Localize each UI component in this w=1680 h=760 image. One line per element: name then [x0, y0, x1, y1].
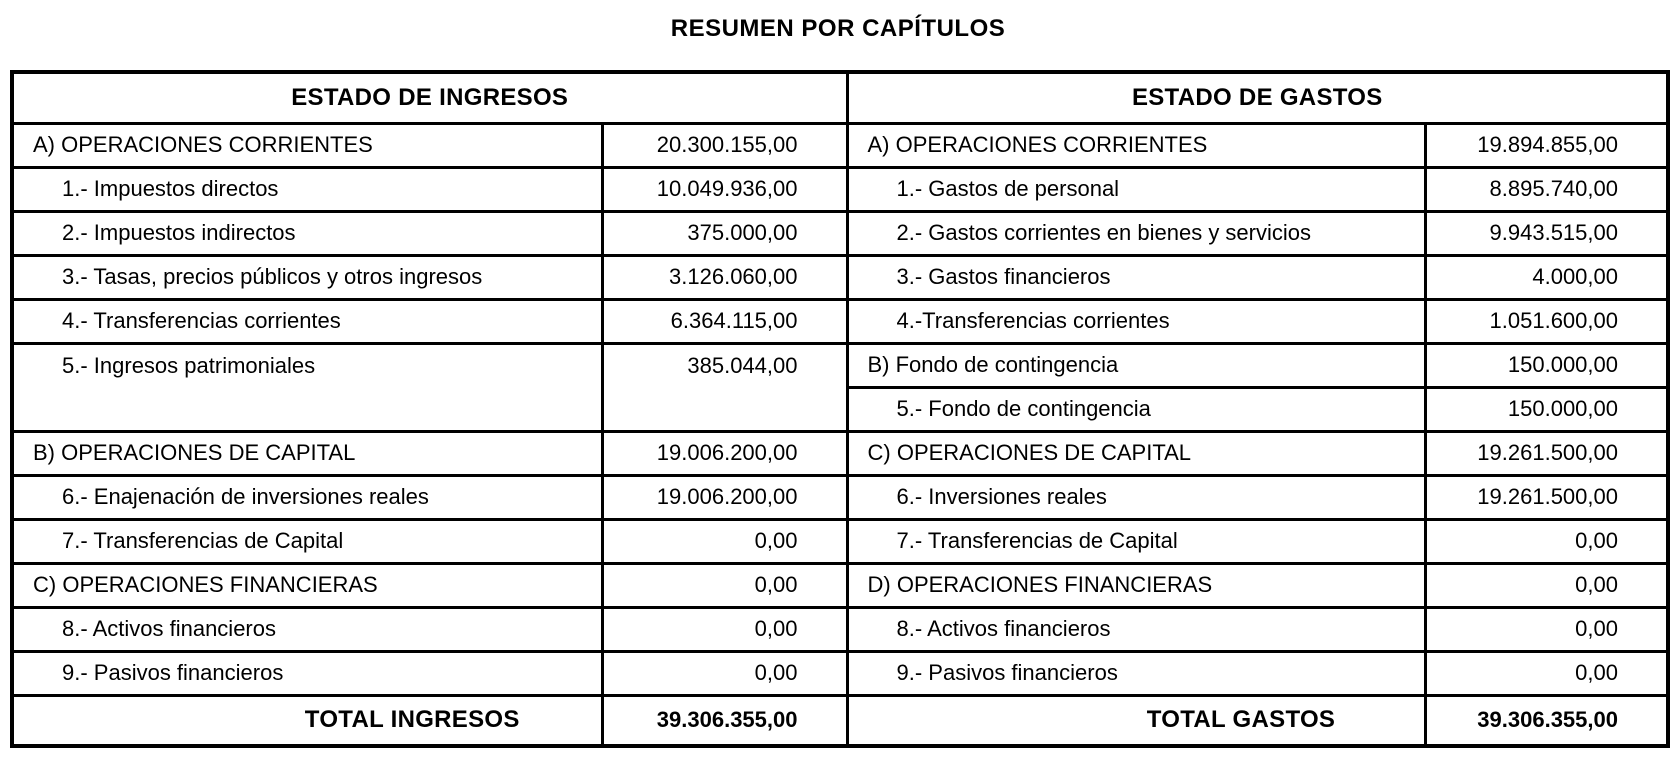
gastos-row-label: 3.- Gastos financieros [847, 255, 1425, 299]
gastos-row-amount: 19.894.855,00 [1425, 123, 1668, 167]
gastos-row-label: 9.- Pasivos financieros [847, 651, 1425, 695]
ingresos-row-amount: 6.364.115,00 [602, 299, 847, 343]
page-title: RESUMEN POR CAPÍTULOS [670, 15, 1006, 42]
gastos-row-amount: 150.000,00 [1425, 387, 1668, 431]
ingresos-row-label: A) OPERACIONES CORRIENTES [12, 123, 602, 167]
ingresos-row-amount: 0,00 [602, 651, 847, 695]
table-row [12, 607, 1668, 651]
ingresos-row-amount: 10.049.936,00 [602, 167, 847, 211]
ingresos-row-amount: 20.300.155,00 [602, 123, 847, 167]
table-row [12, 475, 1668, 519]
table-row [12, 563, 1668, 607]
gastos-row-amount: 19.261.500,00 [1425, 431, 1668, 475]
table-row [12, 343, 1668, 387]
ingresos-header: ESTADO DE INGRESOS [12, 72, 847, 123]
total-gastos-amount: 39.306.355,00 [1425, 695, 1668, 746]
gastos-row-label: D) OPERACIONES FINANCIERAS [847, 563, 1425, 607]
ingresos-row-label: 8.- Activos financieros [12, 607, 602, 651]
gastos-row-amount: 9.943.515,00 [1425, 211, 1668, 255]
ingresos-row-label: 9.- Pasivos financieros [12, 651, 602, 695]
ingresos-row-label: 4.- Transferencias corrientes [12, 299, 602, 343]
ingresos-row-amount: 0,00 [602, 563, 847, 607]
gastos-row-label: 4.-Transferencias corrientes [847, 299, 1425, 343]
table-row [12, 651, 1668, 695]
total-row [12, 695, 1668, 746]
ingresos-row-amount: 375.000,00 [602, 211, 847, 255]
gastos-row-amount: 8.895.740,00 [1425, 167, 1668, 211]
gastos-row-label: 1.- Gastos de personal [847, 167, 1425, 211]
ingresos-row-amount: 19.006.200,00 [602, 475, 847, 519]
gastos-row-amount: 1.051.600,00 [1425, 299, 1668, 343]
gastos-row-label: 2.- Gastos corrientes en bienes y servicios [847, 211, 1425, 255]
table-row [12, 123, 1668, 167]
ingresos-row-label: 5.- Ingresos patrimoniales [12, 343, 602, 431]
ingresos-row-label: 3.- Tasas, precios públicos y otros ingresos [12, 255, 602, 299]
gastos-row-amount: 0,00 [1425, 519, 1668, 563]
total-ingresos-amount: 39.306.355,00 [602, 695, 847, 746]
table-row [12, 519, 1668, 563]
ingresos-row-amount: 3.126.060,00 [602, 255, 847, 299]
gastos-row-label: 6.- Inversiones reales [847, 475, 1425, 519]
gastos-row-label: C) OPERACIONES DE CAPITAL [847, 431, 1425, 475]
gastos-row-amount: 0,00 [1425, 651, 1668, 695]
gastos-row-amount: 4.000,00 [1425, 255, 1668, 299]
gastos-row-amount: 19.261.500,00 [1425, 475, 1668, 519]
table-row [12, 255, 1668, 299]
ingresos-row-amount: 385.044,00 [602, 343, 847, 431]
table-header-row [12, 72, 1668, 123]
gastos-row-label: A) OPERACIONES CORRIENTES [847, 123, 1425, 167]
table-row [12, 167, 1668, 211]
gastos-row-label: 7.- Transferencias de Capital [847, 519, 1425, 563]
gastos-row-label: 5.- Fondo de contingencia [847, 387, 1425, 431]
gastos-row-amount: 150.000,00 [1425, 343, 1668, 387]
gastos-row-label: B) Fondo de contingencia [847, 343, 1425, 387]
budget-summary-table [10, 70, 1670, 748]
total-ingresos-label: TOTAL INGRESOS [12, 695, 602, 746]
total-gastos-label: TOTAL GASTOS [847, 695, 1425, 746]
gastos-row-label: 8.- Activos financieros [847, 607, 1425, 651]
gastos-row-amount: 0,00 [1425, 563, 1668, 607]
gastos-header: ESTADO DE GASTOS [847, 72, 1668, 123]
table-row [12, 299, 1668, 343]
ingresos-row-amount: 0,00 [602, 519, 847, 563]
ingresos-row-amount: 0,00 [602, 607, 847, 651]
ingresos-row-label: 7.- Transferencias de Capital [12, 519, 602, 563]
ingresos-row-label: C) OPERACIONES FINANCIERAS [12, 563, 602, 607]
table-row [12, 211, 1668, 255]
table-row [12, 431, 1668, 475]
ingresos-row-label: 1.- Impuestos directos [12, 167, 602, 211]
ingresos-row-label: 6.- Enajenación de inversiones reales [12, 475, 602, 519]
ingresos-row-label: 2.- Impuestos indirectos [12, 211, 602, 255]
gastos-row-amount: 0,00 [1425, 607, 1668, 651]
ingresos-row-label: B) OPERACIONES DE CAPITAL [12, 431, 602, 475]
ingresos-row-amount: 19.006.200,00 [602, 431, 847, 475]
